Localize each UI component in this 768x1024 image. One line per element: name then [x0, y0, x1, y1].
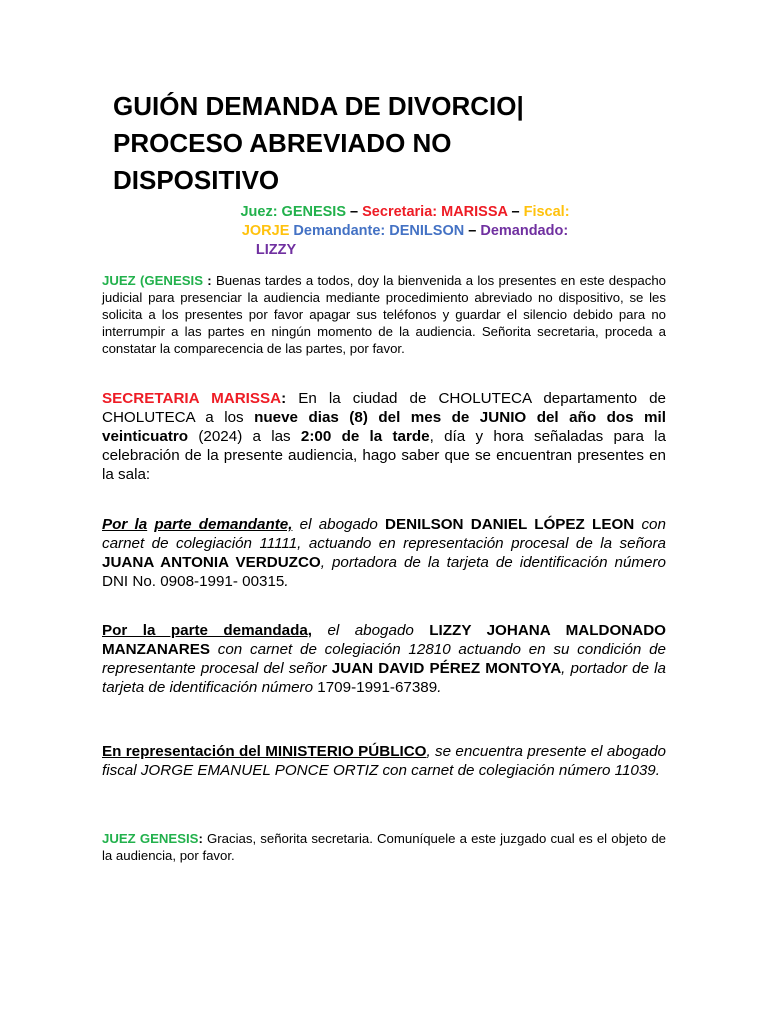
ministerio-text: , se encuentra presente el abogado fiscal JORGE EMANUEL PONCE ORTIZ con carnet de colegiación número 11039.	[102, 743, 666, 779]
juez-followup-text: Gracias, señorita secretaria. Comuníquele a este juzgado cual es el objeto de la audiencia, por favor.	[102, 831, 666, 863]
paragraph-parte-demandante	[102, 515, 666, 591]
cast-juez: Juez: GENESIS	[240, 204, 347, 220]
demandante-dni: DNI No. 0908-1991- 00315	[102, 573, 285, 590]
cast-demandante: Demandante: DENILSON	[293, 223, 465, 239]
demandante-text-2: con carnet de colegiación 11111, actuando en representación procesal de la señora	[102, 516, 666, 552]
paragraph-secretaria	[102, 389, 666, 484]
paragraph-ministerio-publico	[102, 742, 666, 780]
ministerio-heading: En representación del MINISTERIO PÚBLICO	[102, 743, 427, 760]
secretaria-date: nueve dias (8) del mes de JUNIO del año dos mil veinticuatro	[102, 409, 666, 445]
demandada-client: JUAN DAVID PÉREZ MONTOYA	[331, 660, 562, 677]
demandante-end: .	[284, 573, 289, 590]
speaker-juez: JUEZ (GENESIS	[102, 273, 208, 288]
juez-opening-text: Buenas tardes a todos, doy la bienvenida a los presentes en este despacho judicial para presenciar la audiencia mediante procedimiento abreviado no dispositivo, se les solicita a los presentes por favor apagar sus teléfonos y guardar el silencio debido para no interrumpir a las partes en ningún momento de la audiencia. Señorita secretaria, proceda a constatar la comparecencia de las partes, por favor.	[102, 273, 666, 356]
secretaria-text-3: , día y hora señaladas para la celebración de la presente audiencia, hago saber que se encuentran presentes en la sala:	[102, 428, 666, 483]
demandada-text-2: con carnet de colegiación 12810 actuando en su condición de representante procesal del señor	[102, 641, 666, 677]
demandada-heading: Por la parte demandada,	[102, 622, 313, 639]
speaker-colon: :	[198, 831, 203, 846]
demandada-end: .	[437, 679, 442, 696]
demandada-text-3: , portador de la tarjeta de identificación número	[102, 660, 666, 696]
demandante-heading-2: parte demandante,	[154, 516, 293, 533]
cast-dash-2: –	[507, 204, 524, 220]
cast-list	[100, 203, 710, 260]
speaker-secretaria: SECRETARIA MARISSA	[102, 390, 282, 407]
demandante-client: JUANA ANTONIA VERDUZCO	[102, 554, 321, 571]
speaker-colon: :	[281, 390, 287, 407]
secretaria-text-1: En la ciudad de CHOLUTECA departamento de CHOLUTECA a los	[102, 390, 666, 426]
demandante-heading-1: Por la	[102, 516, 148, 533]
demandada-id-number: 1709-1991-67389	[317, 679, 438, 696]
title-line-1: GUIÓN DEMANDA DE DIVORCIO|	[113, 91, 524, 121]
secretaria-text-2: (2024) a las	[188, 428, 301, 445]
title-line-3: DISPOSITIVO	[113, 165, 280, 195]
cast-fiscal-name: JORJE	[241, 223, 290, 239]
demandante-lawyer: DENILSON DANIEL LÓPEZ LEON	[385, 516, 635, 533]
cast-dash-3: –	[464, 223, 481, 239]
demandante-text-1: el abogado	[292, 516, 386, 533]
speaker-colon: :	[207, 273, 212, 288]
document-title	[113, 88, 673, 199]
paragraph-parte-demandada	[102, 621, 666, 697]
demandante-text-3: , portadora de la tarjeta de identificación número	[320, 554, 666, 571]
title-line-2: PROCESO ABREVIADO NO	[113, 128, 452, 158]
paragraph-juez-opening	[102, 272, 666, 357]
secretaria-time: 2:00 de la tarde	[300, 428, 430, 445]
speaker-juez-genesis: JUEZ GENESIS	[102, 831, 199, 846]
cast-fiscal-label: Fiscal:	[523, 204, 570, 220]
demandada-text-1: el abogado	[312, 622, 430, 639]
cast-secretaria: Secretaria: MARISSA	[362, 204, 508, 220]
paragraph-juez-followup	[102, 830, 666, 864]
demandada-lawyer: LIZZY JOHANA MALDONADO MANZANARES	[102, 622, 666, 658]
cast-demandado: Demandado: LIZZY	[255, 223, 569, 258]
cast-dash-1: –	[346, 204, 363, 220]
